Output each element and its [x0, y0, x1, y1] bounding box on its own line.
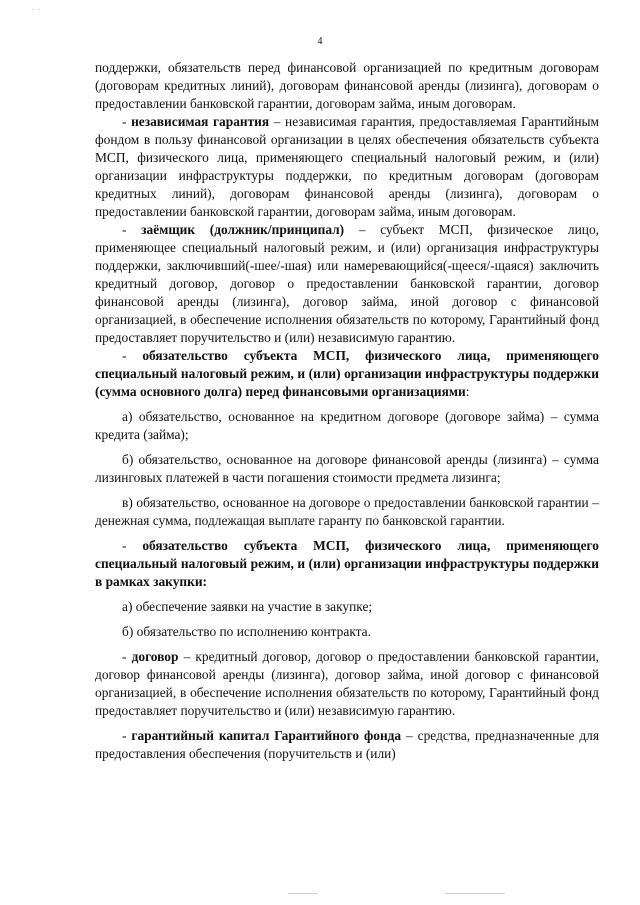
list-item-a: а) обязательство, основанное на кредитном договоре (договоре займа) – сумма кредита (займа);	[95, 409, 599, 442]
list-item-b: б) обязательство, основанное на договоре финансовой аренды (лизинга) – сумма лизинговых платежей в части погашения стоимости предмета лизинга;	[95, 452, 599, 485]
page-number: 4	[317, 36, 323, 47]
list-item-procurement-a: а) обеспечение заявки на участие в закупке;	[122, 599, 373, 614]
definition-independent-guarantee: - независимая гарантия – независимая гарантия, предоставляемая Гарантийным фондом в пользу финансовой организации в целях обеспечения обязательств субъекта МСП, физического лица, применяющего специальный налоговый режим, и (или) организации инфраструктуры поддержки, по кредитным договорам (договорам кредитных линий), договорам финансовой аренды (лизинга), договорам о предоставлении банковской гарантии, договорам займа, иным договорам.	[95, 114, 599, 219]
definition-guarantee-capital: - гарантийный капитал Гарантийного фонда – средства, предназначенные для предоставления обеспечения (поручительств и (или)	[95, 728, 599, 761]
definition-obligation-procurement: - обязательство субъекта МСП, физического лица, применяющего специальный налоговый режим, и (или) организации инфраструктуры поддержки в рамках закупки:	[95, 538, 600, 589]
document-body	[95, 59, 599, 763]
scan-bottom-marks	[0, 893, 640, 895]
list-item-procurement-b: б) обязательство по исполнению контракта.	[122, 624, 371, 639]
list-item-c: в) обязательство, основанное на договоре о предоставлении банковской гарантии – денежная сумма, подлежащая выплате гаранту по банковской гарантии.	[95, 495, 599, 528]
definition-obligation-debt: - обязательство субъекта МСП, физического лица, применяющего специальный налоговый режим, и (или) организации инфраструктуры поддержки (сумма основного долга) перед финансовыми организациями:	[95, 348, 600, 399]
scan-mark	[288, 893, 318, 894]
paragraph-continuation: поддержки, обязательств перед финансовой организацией по кредитным договорам (договорам кредитных линий), договорам финансовой аренды (лизинга), договорам о предоставлении банковской гарантии, договорам займа, иным договорам.	[95, 60, 599, 111]
scan-mark	[445, 893, 505, 894]
definition-contract: - договор – кредитный договор, договор о предоставлении банковской гарантии, договор финансовой аренды (лизинга), договор займа, иной договор с финансовой организацией, в обеспечение исполнения обязательств по которому, Гарантийный фонд предоставляет поручительство и (или) независимую гарантию.	[95, 649, 599, 718]
definition-borrower: - заёмщик (должник/принципал) – субъект МСП, физическое лицо, применяющее специальный налоговый режим, и (или) организация инфраструктуры поддержки, заключивший(-шее/-шая) или намеревающийся(-щееся/-щаяся) заключить кредитный договор, договор о предоставлении банковской гарантии, договор финансовой аренды (лизинга), договор займа, иной договор с финансовой организацией, в обеспечение исполнения обязательств по которому, Гарантийный фонд предоставляет поручительство и (или) независимую гарантию.	[95, 222, 599, 345]
scan-corner-mark: · ·	[32, 6, 42, 14]
